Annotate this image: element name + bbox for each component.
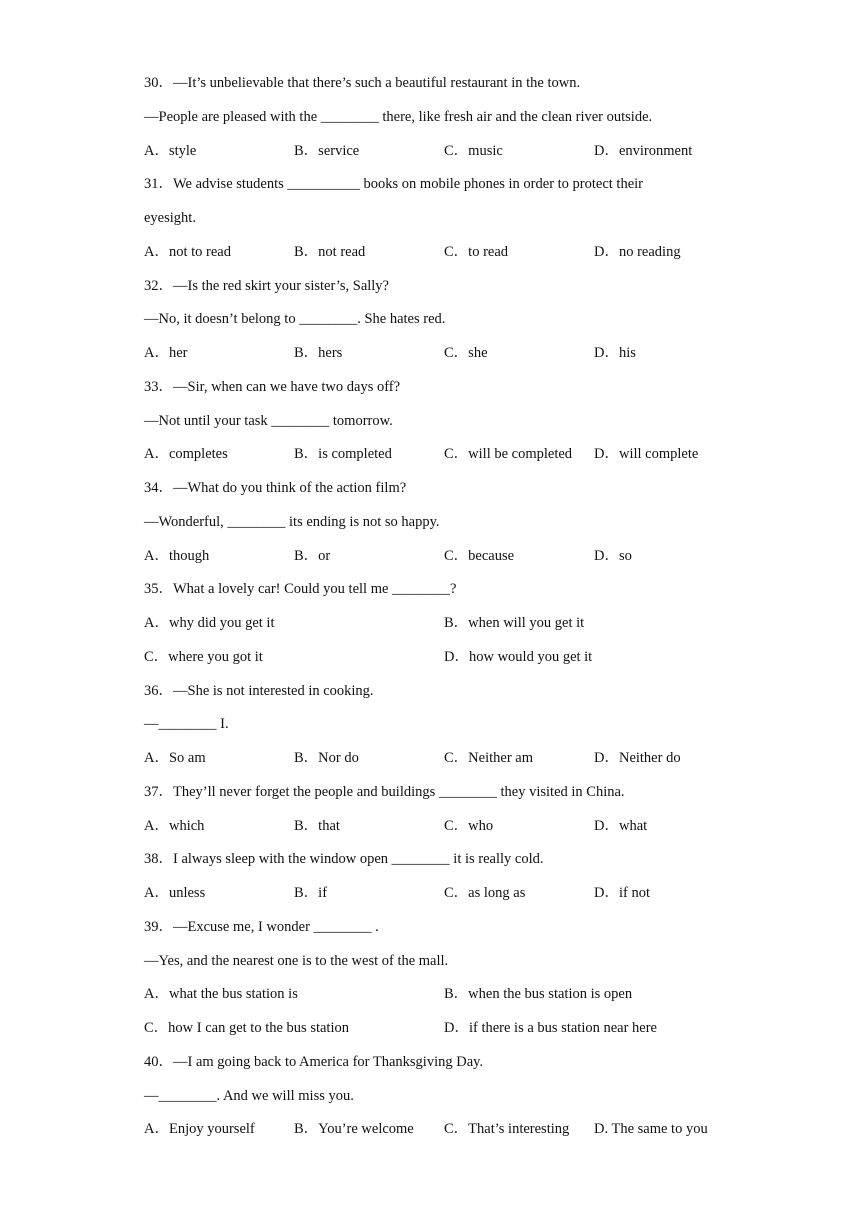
option-a: A．which bbox=[144, 817, 205, 834]
option-a: A．not to read bbox=[144, 243, 231, 260]
question-stem: 37．They’ll never forget the people and buildings ________ they visited in China. bbox=[144, 783, 625, 800]
option-c: C．where you got it bbox=[144, 648, 263, 665]
question-stem: 36．—She is not interested in cooking. bbox=[144, 682, 374, 699]
option-c: C．she bbox=[444, 345, 488, 361]
option-c: C．who bbox=[444, 817, 494, 834]
option-a: A．though bbox=[144, 547, 210, 564]
question-line: —Yes, and the nearest one is to the west of the mall. bbox=[144, 952, 449, 969]
question-stem: 39．—Excuse me, I wonder ________ . bbox=[144, 918, 379, 935]
option-a: A．her bbox=[144, 345, 188, 361]
option-b: B．when the bus station is open bbox=[444, 986, 633, 1003]
option-a: A．unless bbox=[144, 885, 206, 901]
option-c: C．will be completed bbox=[444, 446, 573, 463]
option-a: A．style bbox=[144, 142, 197, 159]
question-line: —________. And we will miss you. bbox=[144, 1087, 354, 1104]
option-c: C．as long as bbox=[444, 885, 526, 901]
question-line: —Wonderful, ________ its ending is not so happy. bbox=[144, 513, 440, 530]
question-stem: 35．What a lovely car! Could you tell me ________? bbox=[144, 581, 457, 598]
option-c: C．That’s interesting bbox=[444, 1121, 570, 1138]
question-stem: 32．—Is the red skirt your sister’s, Sally? bbox=[144, 277, 389, 294]
option-a: A．completes bbox=[144, 446, 228, 463]
option-c: C．because bbox=[444, 547, 515, 564]
question-stem: 31．We advise students __________ books on mobile phones in order to protect their bbox=[144, 176, 644, 193]
option-d: D．if there is a bus station near here bbox=[444, 1020, 657, 1036]
option-d: D．so bbox=[594, 547, 632, 564]
question-stem: 33．—Sir, when can we have two days off? bbox=[144, 378, 401, 395]
question-line: eyesight. bbox=[144, 210, 196, 226]
option-c: C．how I can get to the bus station bbox=[144, 1020, 349, 1036]
option-c: C．Neither am bbox=[444, 750, 533, 766]
option-b: B．is completed bbox=[294, 446, 392, 463]
option-d: D．Neither do bbox=[594, 750, 681, 766]
option-b: B．Nor do bbox=[294, 750, 359, 766]
option-d: D. The same to you bbox=[594, 1121, 708, 1138]
question-line: —No, it doesn’t belong to ________. She hates red. bbox=[144, 311, 446, 328]
option-a: A．Enjoy yourself bbox=[144, 1121, 255, 1138]
option-d: D．no reading bbox=[594, 243, 681, 260]
option-b: B．not read bbox=[294, 243, 366, 260]
option-b: B．if bbox=[294, 885, 328, 901]
option-d: D．how would you get it bbox=[444, 648, 593, 665]
option-d: D．environment bbox=[594, 142, 693, 159]
question-stem: 30．—It’s unbelievable that there’s such a beautiful restaurant in the town. bbox=[144, 75, 581, 91]
question-stem: 34．—What do you think of the action film? bbox=[144, 480, 407, 496]
option-c: C．music bbox=[444, 142, 503, 159]
option-a: A．what the bus station is bbox=[144, 986, 298, 1003]
option-b: B．that bbox=[294, 817, 340, 834]
option-a: A．So am bbox=[144, 750, 206, 766]
question-stem: 38．I always sleep with the window open ________ it is really cold. bbox=[144, 851, 544, 868]
option-b: B．You’re welcome bbox=[294, 1121, 414, 1138]
question-line: —________ I. bbox=[144, 716, 229, 733]
option-d: D．what bbox=[594, 817, 648, 834]
option-b: B．or bbox=[294, 547, 331, 564]
question-line: —People are pleased with the ________ there, like fresh air and the clean river outside. bbox=[144, 108, 653, 125]
option-b: B．hers bbox=[294, 345, 343, 361]
option-d: D．if not bbox=[594, 885, 650, 901]
option-d: D．his bbox=[594, 345, 636, 361]
option-c: C．to read bbox=[444, 243, 509, 260]
option-b: B．when will you get it bbox=[444, 615, 585, 631]
question-line: —Not until your task ________ tomorrow. bbox=[144, 412, 393, 429]
option-d: D．will complete bbox=[594, 446, 699, 463]
question-stem: 40．—I am going back to America for Thanksgiving Day. bbox=[144, 1053, 484, 1070]
option-b: B．service bbox=[294, 142, 360, 159]
option-a: A．why did you get it bbox=[144, 615, 275, 631]
